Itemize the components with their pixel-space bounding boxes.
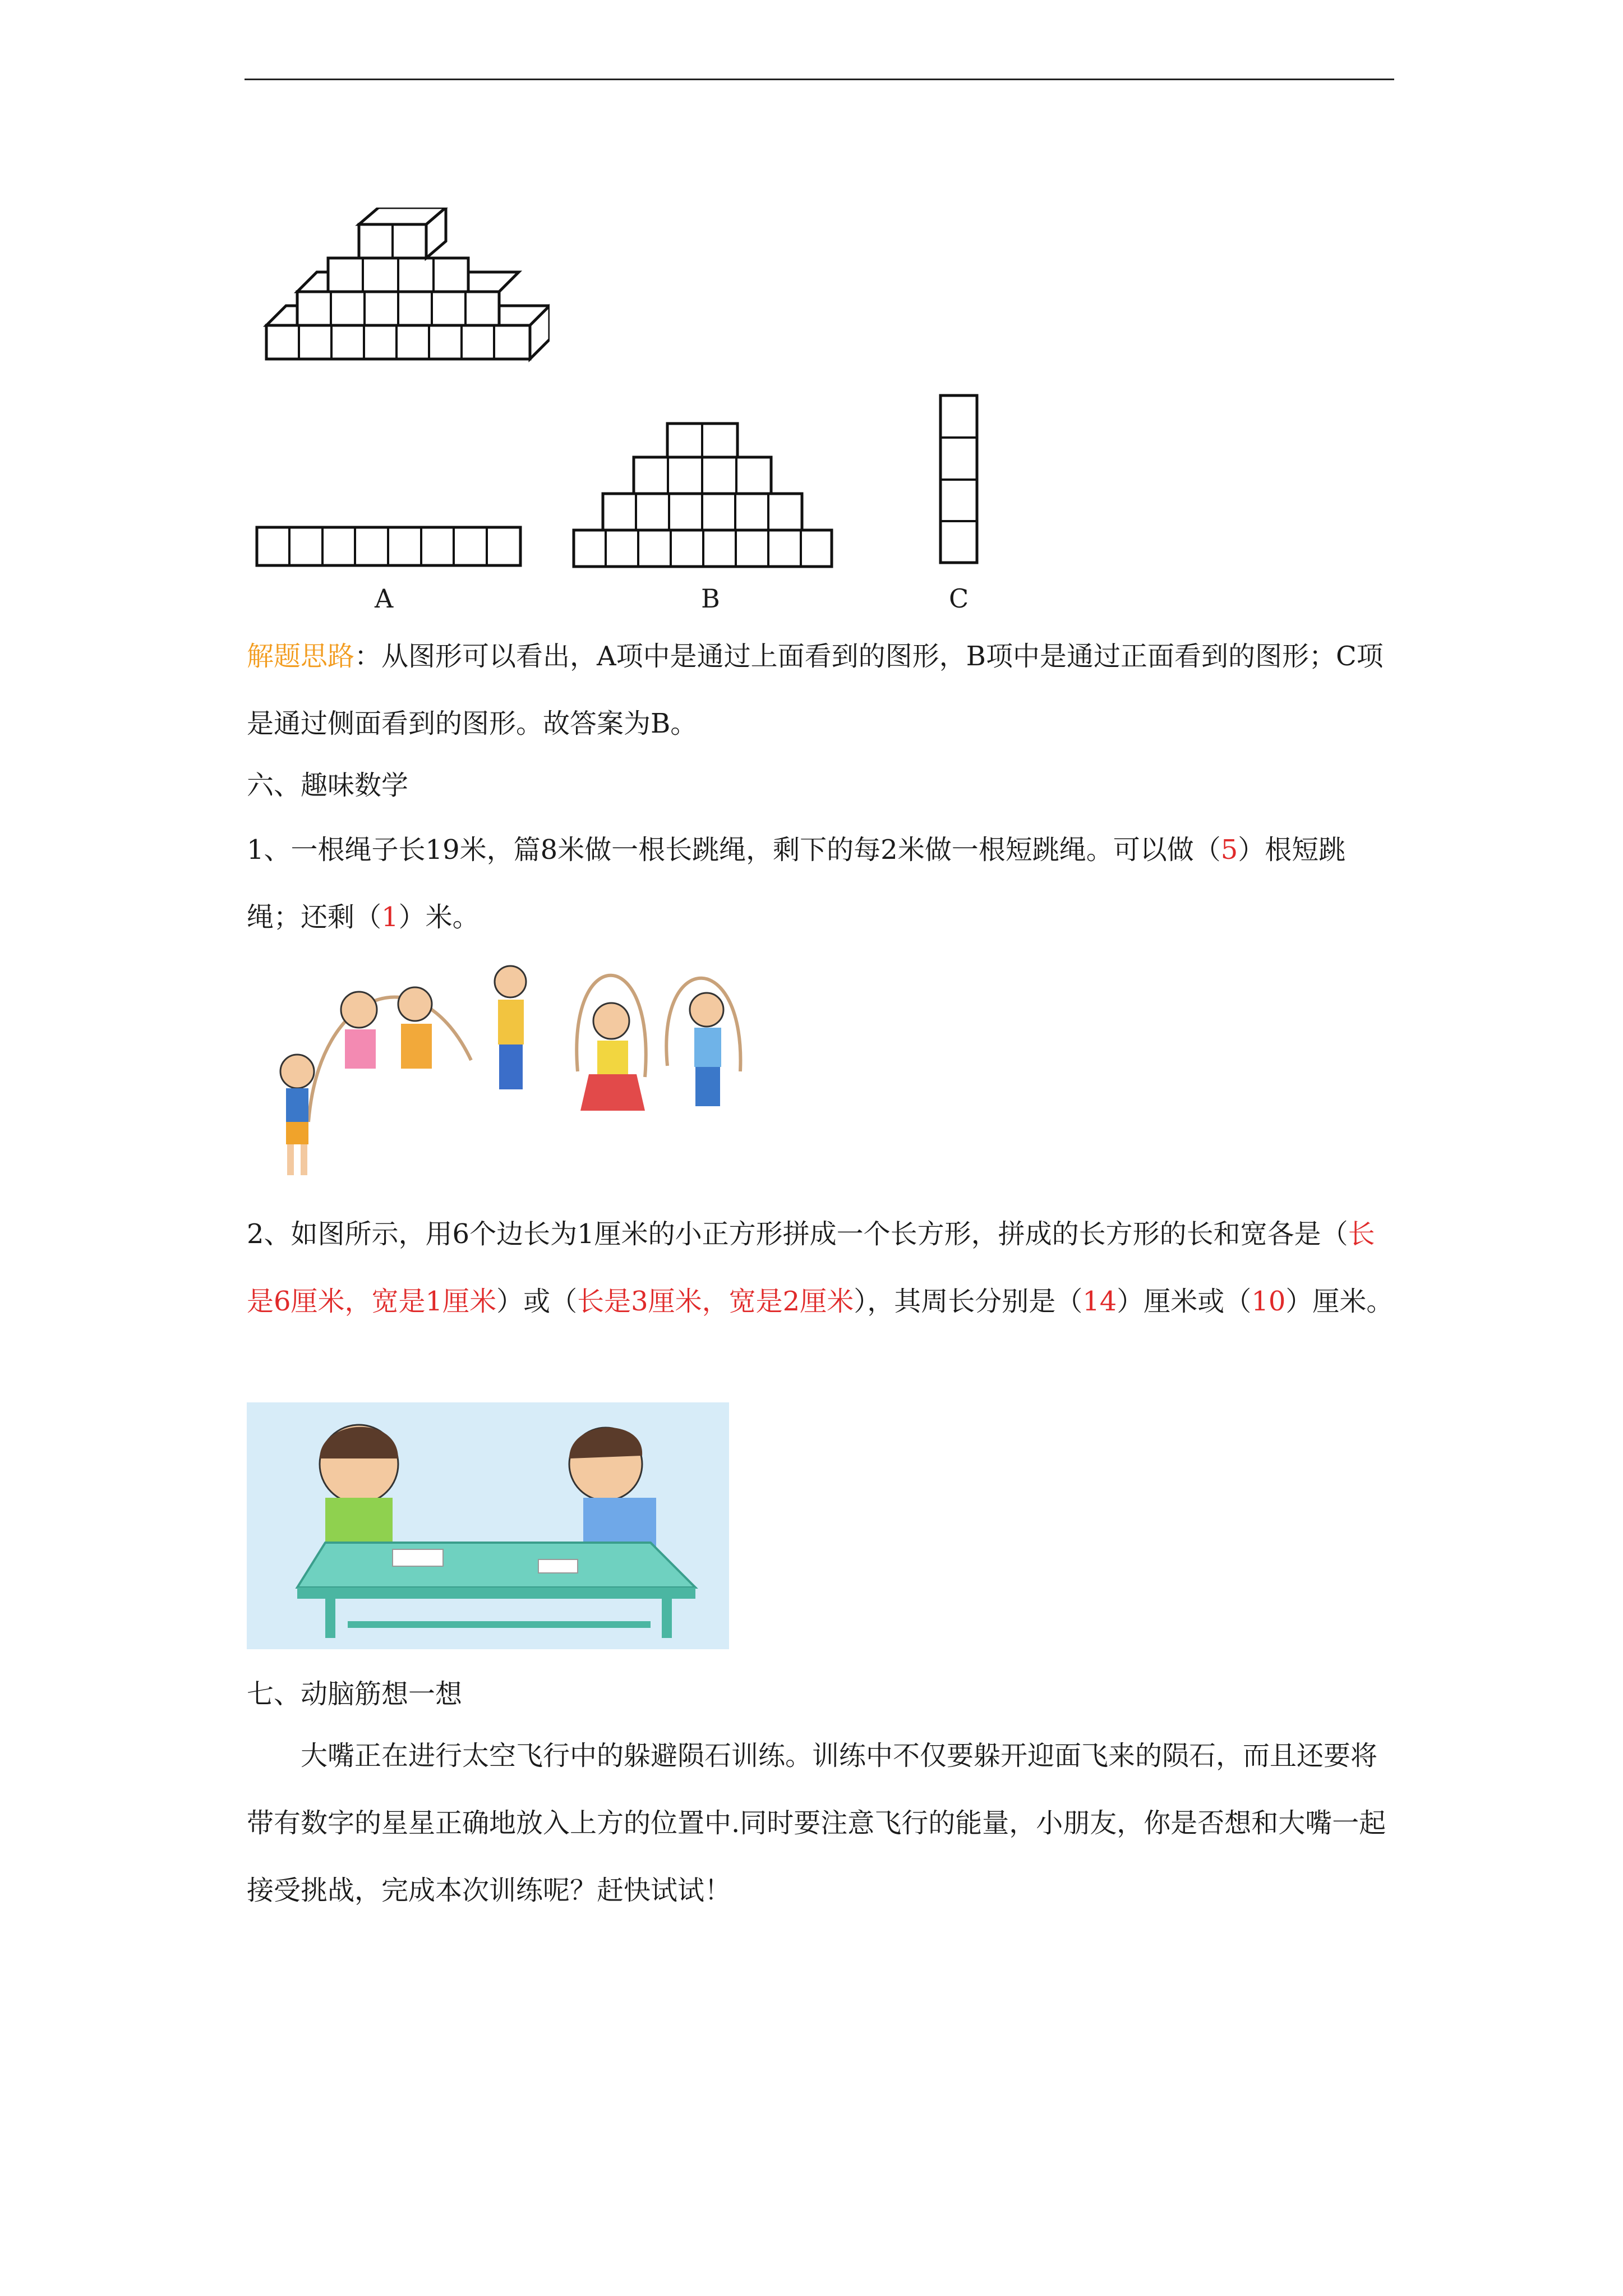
q2-text-5: ）厘米。 — [1285, 1286, 1394, 1317]
view-b-label: B — [701, 583, 720, 614]
q1-answer-1: 5 — [1220, 834, 1238, 866]
solution-paragraph — [247, 623, 1396, 757]
q2-answer-2: 长是3厘米，宽是2厘米 — [577, 1286, 854, 1317]
q1-answer-2: 1 — [381, 901, 399, 933]
q2-text-4: ）厘米或（ — [1117, 1286, 1252, 1317]
section7-title: 七、动脑筋想一想 — [247, 1678, 463, 1710]
view-a-label: A — [375, 583, 394, 614]
jump-rope-illustration — [252, 954, 785, 1189]
q2-paragraph — [247, 1200, 1396, 1335]
view-c-label: C — [949, 583, 969, 614]
section6-title: 六、趣味数学 — [247, 770, 409, 801]
q2-text-2: ）或（ — [496, 1286, 578, 1317]
q2-text-3: ），其周长分别是（ — [854, 1286, 1083, 1317]
q1-text-1: 1、一根绳子长19米，篇8米做一根长跳绳，剩下的每2米做一根短跳绳。可以做（ — [247, 834, 1221, 866]
section7-body: 大嘴正在进行太空飞行中的躲避陨石训练。训练中不仅要躲开迎面飞来的陨石，而且还要将带有数字的星星正确地放入上方的位置中.同时要注意飞行的能量，小朋友，你是否想和大嘴一起接受挑战，完成本次训练呢？赶快试试！ — [247, 1740, 1386, 1906]
q1-paragraph — [247, 816, 1396, 951]
solution-prefix: 解题思路 — [247, 641, 355, 672]
q1-text-3: ）米。 — [398, 901, 479, 933]
view-c-figure — [938, 393, 983, 567]
header-rule — [245, 79, 1394, 80]
q2-answer-3: 14 — [1082, 1286, 1117, 1317]
view-a-figure — [255, 524, 524, 569]
q1-text-2: ）根短跳绳；还剩（ — [247, 834, 1346, 933]
table-illustration — [247, 1402, 729, 1649]
q2-answer-1: 长是6厘米，宽是1厘米 — [247, 1218, 1375, 1317]
cube-stack-figure — [258, 208, 550, 370]
solution-text: ：从图形可以看出，A项中是通过上面看到的图形，B项中是通过正面看到的图形；C项是通过侧面看到的图形。故答案为B。 — [247, 641, 1384, 739]
view-b-figure — [572, 421, 836, 572]
q2-answer-4: 10 — [1251, 1286, 1286, 1317]
q2-text-1: 2、如图所示，用6个边长为1厘米的小正方形拼成一个长方形，拼成的长方形的长和宽各是（ — [247, 1218, 1348, 1250]
